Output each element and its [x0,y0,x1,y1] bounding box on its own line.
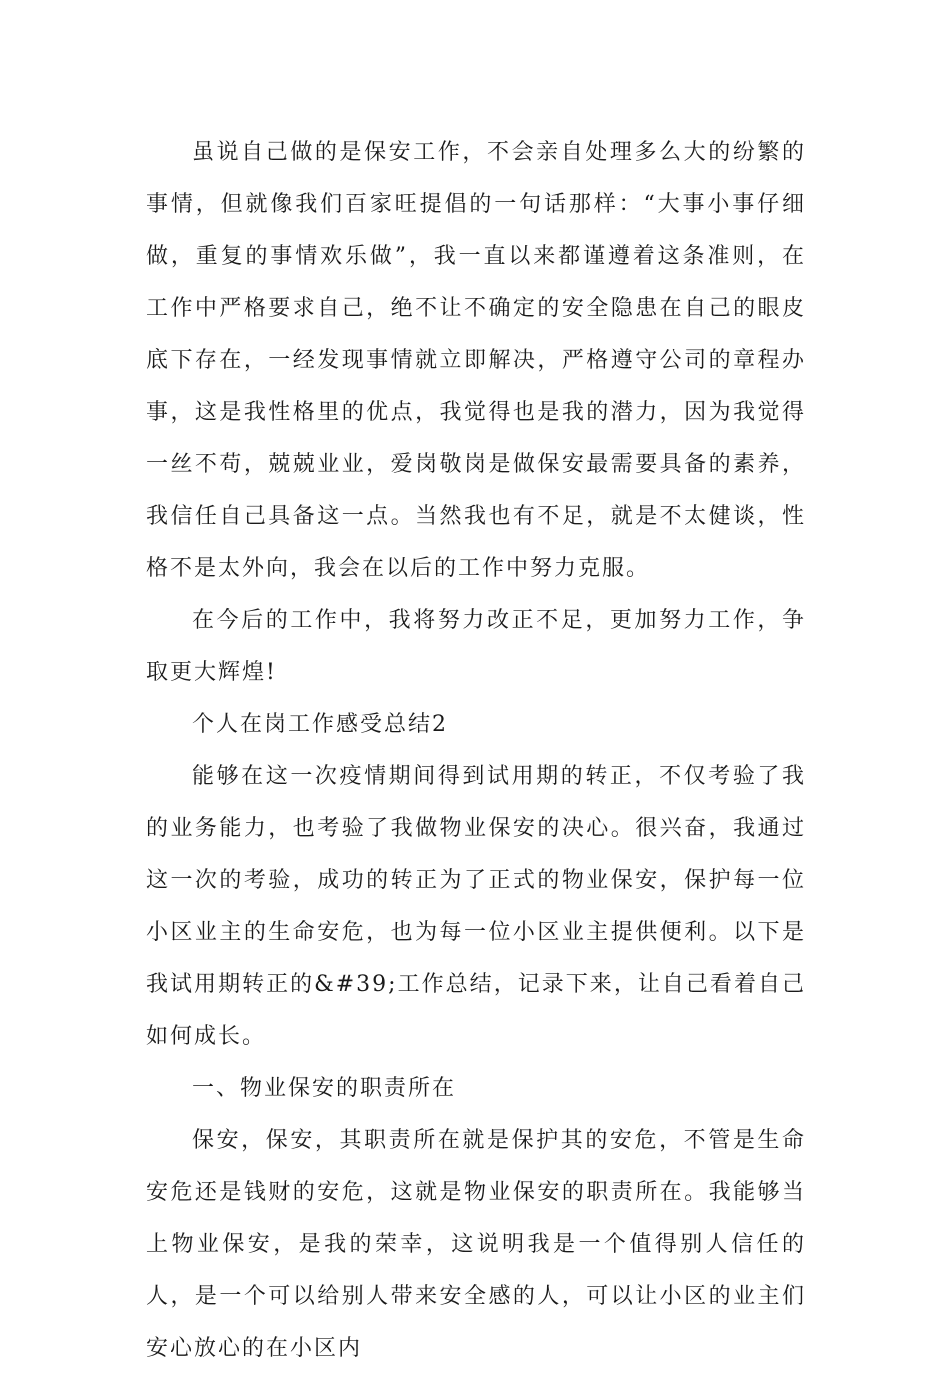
paragraph-probation-conversion: 能够在这一次疫情期间得到试用期的转正，不仅考验了我的业务能力，也考验了我做物业保安的决心。很兴奋，我通过这一次的考验，成功的转正为了正式的物业保安，保护每一位小区业主的生命安危，也为每一位小区业主提供便利。以下是我试用期转正的&#39;工作总结，记录下来，让自己看着自己如何成长。 [146,764,806,1049]
paragraph-security-duty-attitude: 虽说自己做的是保安工作，不会亲自处理多么大的纷繁的事情，但就像我们百家旺提倡的一句话那样：“大事小事仔细做，重复的事情欢乐做”，我一直以来都谨遵着这条准则，在工作中严格要求自己，绝不让不确定的安全隐患在自己的眼皮底下存在，一经发现事情就立即解决，严格遵守公司的章程办事，这是我性格里的优点，我觉得也是我的潜力，因为我觉得一丝不苟，兢兢业业，爱岗敬岗是做保安最需要具备的素养，我信任自己具备这一点。当然我也有不足，就是不太健谈，性格不是太外向，我会在以后的工作中努力克服。 [146,140,806,581]
paragraph-security-responsibility: 保安，保安，其职责所在就是保护其的安危，不管是生命安危还是钱财的安危，这就是物业保安的职责所在。我能够当上物业保安，是我的荣幸，这说明我是一个值得别人信任的人，是一个可以给别人带来安全感的人，可以让小区的业主们安心放心的在小区内 [146,1128,806,1361]
document-body [146,127,806,1375]
paragraph-future-effort: 在今后的工作中，我将努力改正不足，更加努力工作，争取更大辉煌! [146,608,806,685]
section-title-summary-2: 个人在岗工作感受总结2 [192,712,448,737]
section-heading-duties: 一、物业保安的职责所在 [192,1076,457,1101]
